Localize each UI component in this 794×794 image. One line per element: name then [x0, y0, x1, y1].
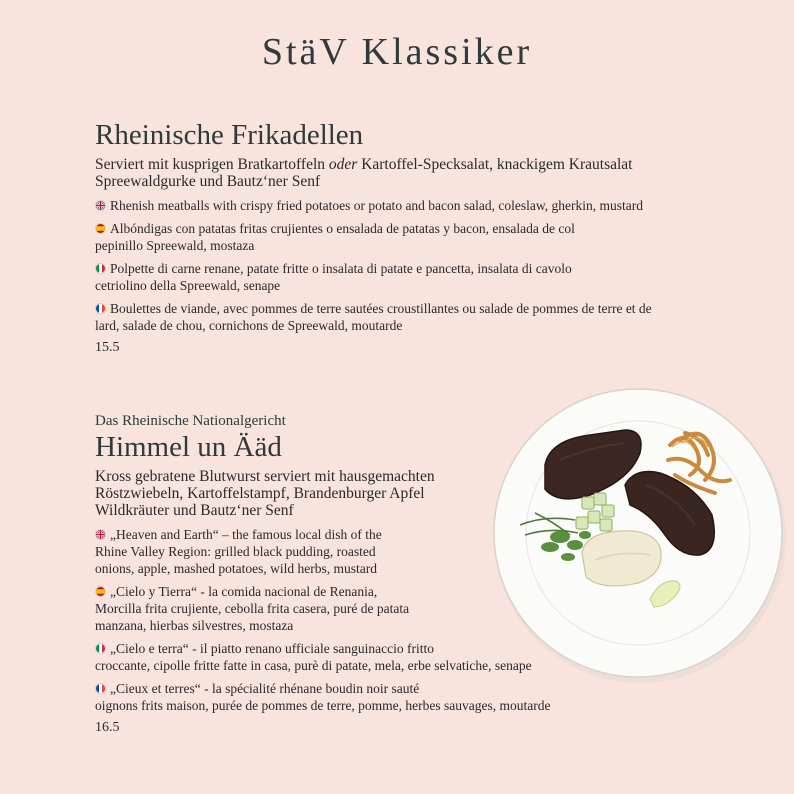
- es-flag-icon: [95, 586, 106, 597]
- translation-text: onions, apple, mashed potatoes, wild herbs, mustard: [95, 561, 377, 576]
- fr-flag-icon: [95, 303, 106, 314]
- translation-text: Rhine Valley Region: grilled black pudding, roasted: [95, 544, 376, 559]
- it-flag-icon: [95, 263, 106, 274]
- dish-name: Himmel un Ääd: [95, 431, 282, 463]
- dish-himmel-un-aad: [95, 412, 595, 736]
- translation-spanish: [95, 220, 705, 254]
- dish-price: 16.5: [95, 720, 120, 735]
- translation-text: Rhenish meatballs with crispy fried potatoes or potato and bacon salad, coleslaw, gherkin, mustard: [110, 198, 643, 213]
- translation-text: „Cieux et terres“ - la spécialité rhénane boudin noir sauté: [110, 681, 420, 696]
- it-flag-icon: [95, 643, 106, 654]
- translation-text: manzana, hierbas silvestres, mostaza: [95, 618, 294, 633]
- translation-text: Albóndigas con patatas fritas crujientes o ensalada de patatas y bacon, ensalada de col: [110, 221, 575, 236]
- dish-rheinische-frikadellen: [95, 118, 705, 356]
- translation-french: [95, 680, 615, 714]
- fr-flag-icon: [95, 683, 106, 694]
- dish-description-line: Wildkräuter und Bautz‘ner Senf: [95, 502, 294, 519]
- translation-text: Boulettes de viande, avec pommes de terre sautées croustillantes ou salade de pommes de terre et de: [110, 301, 652, 316]
- translation-text: oignons frits maison, purée de pommes de terre, pomme, herbes sauvages, moutarde: [95, 698, 551, 713]
- dish-description: [95, 156, 705, 190]
- translation-text: croccante, cipolle fritte fatte in casa, purè di patate, mela, erbe selvatiche, senape: [95, 658, 532, 673]
- es-flag-icon: [95, 223, 106, 234]
- uk-flag-icon: [95, 529, 106, 540]
- translation-english: [95, 197, 705, 214]
- translation-italian: [95, 640, 615, 674]
- translation-text: „Cielo y Tierra“ - la comida nacional de Renania,: [110, 584, 378, 599]
- dish-description-or: oder: [328, 156, 358, 173]
- translation-text: „Cielo e terra“ - il piatto renano ufficiale sanguinaccio fritto: [110, 641, 434, 656]
- uk-flag-icon: [95, 200, 106, 211]
- translation-english: [95, 526, 595, 577]
- translation-text: Morcilla frita crujiente, cebolla frita casera, puré de patata: [95, 601, 410, 616]
- dish-kicker: Das Rheinische Nationalgericht: [95, 413, 286, 429]
- translation-italian: [95, 260, 705, 294]
- translation-text: „Heaven and Earth“ – the famous local dish of the: [110, 527, 382, 542]
- translation-french: [95, 300, 705, 334]
- page-title: StäV Klassiker: [261, 31, 533, 73]
- translation-text: pepinillo Spreewald, mostaza: [95, 238, 255, 253]
- dish-description-part: Kartoffel-Specksalat, knackigem Krautsalat: [357, 156, 633, 173]
- dish-description-part: Spreewaldgurke und Bautz‘ner Senf: [95, 173, 321, 190]
- dish-price: 15.5: [95, 340, 120, 355]
- dish-description-line: Kross gebratene Blutwurst serviert mit hausgemachten: [95, 468, 435, 485]
- dish-name: Rheinische Frikadellen: [95, 119, 364, 151]
- translation-text: cetriolino della Spreewald, senape: [95, 278, 281, 293]
- dish-description-part: Serviert mit kusprigen Bratkartoffeln: [95, 156, 329, 173]
- dish-description: [95, 468, 595, 519]
- dish-description-line: Röstzwiebeln, Kartoffelstampf, Brandenburger Apfel: [95, 485, 425, 502]
- translation-text: Polpette di carne renane, patate fritte o insalata di patate e pancetta, insalata di cavolo: [110, 261, 572, 276]
- translation-spanish: [95, 583, 595, 634]
- translation-text: lard, salade de chou, cornichons de Spreewald, moutarde: [95, 318, 403, 333]
